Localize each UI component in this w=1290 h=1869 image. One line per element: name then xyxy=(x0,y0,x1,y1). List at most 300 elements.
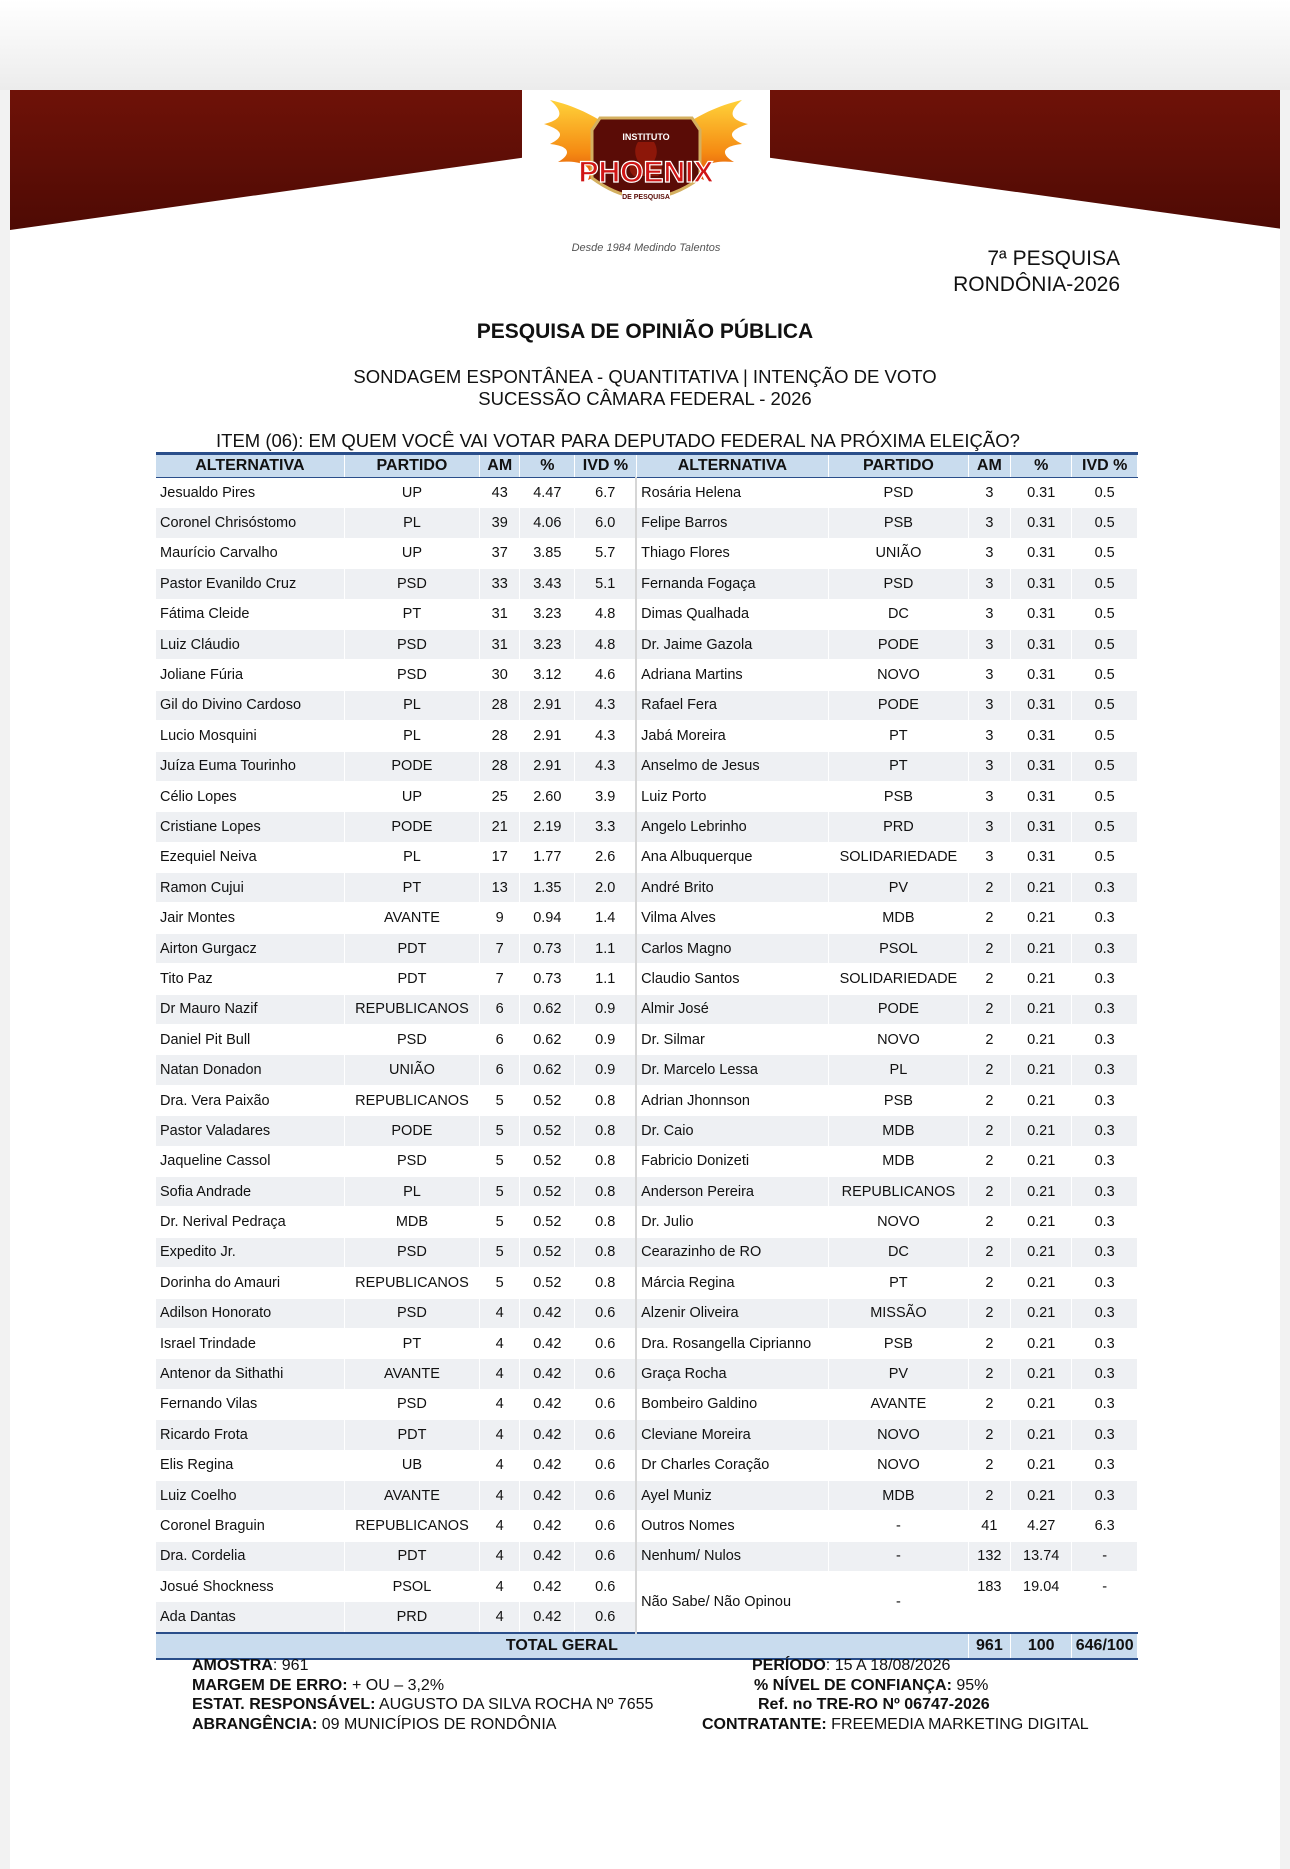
am-count: 5 xyxy=(480,1146,520,1176)
candidate-name: Thiago Flores xyxy=(636,538,828,568)
table-row xyxy=(156,903,1138,933)
ivd-percent: 0.6 xyxy=(575,1511,636,1541)
ivd-percent: 2.0 xyxy=(575,873,636,903)
percent: 0.21 xyxy=(1011,1146,1072,1176)
ivd-percent: 0.6 xyxy=(575,1298,636,1328)
candidate-name: Cristiane Lopes xyxy=(156,812,344,842)
percent: 3.23 xyxy=(520,629,575,659)
percent: 0.31 xyxy=(1011,629,1072,659)
survey-document xyxy=(10,90,1280,1869)
party: PV xyxy=(829,1359,969,1389)
party: MDB xyxy=(829,1480,969,1510)
ivd-percent: 0.3 xyxy=(1072,1359,1138,1389)
total-ivd: 646/100 xyxy=(1072,1633,1138,1659)
ivd-percent: 6.7 xyxy=(575,478,636,508)
ivd-percent: 0.5 xyxy=(1072,660,1138,690)
percent: 0.42 xyxy=(520,1328,575,1358)
party: PSB xyxy=(829,1085,969,1115)
party: UNIÃO xyxy=(344,1055,479,1085)
total-am: 961 xyxy=(968,1633,1010,1659)
percent: 0.21 xyxy=(1011,1480,1072,1510)
percent: 0.52 xyxy=(520,1268,575,1298)
candidate-name: Anselmo de Jesus xyxy=(636,751,828,781)
column-header: % xyxy=(520,454,575,478)
ivd-percent: 0.9 xyxy=(575,994,636,1024)
percent: 0.42 xyxy=(520,1359,575,1389)
percent: 0.52 xyxy=(520,1176,575,1206)
candidate-name: Jaqueline Cassol xyxy=(156,1146,344,1176)
party: PV xyxy=(829,873,969,903)
footer-statistician: ESTAT. RESPONSÁVEL: AUGUSTO DA SILVA ROCHA Nº 7655 xyxy=(192,1696,654,1713)
party: PSD xyxy=(829,478,969,508)
party: PL xyxy=(344,721,479,751)
party: NOVO xyxy=(829,1207,969,1237)
percent: 2.91 xyxy=(520,751,575,781)
am-count: 2 xyxy=(968,1420,1010,1450)
percent: 1.35 xyxy=(520,873,575,903)
party: PODE xyxy=(829,629,969,659)
party: PSD xyxy=(344,1389,479,1419)
ivd-percent: - xyxy=(1072,1572,1138,1602)
percent: 0.62 xyxy=(520,1025,575,1055)
percent: 2.60 xyxy=(520,781,575,811)
am-count: 21 xyxy=(480,812,520,842)
column-header: AM xyxy=(968,454,1010,478)
party: PODE xyxy=(344,1116,479,1146)
am-count: 2 xyxy=(968,1450,1010,1480)
percent: 0.21 xyxy=(1011,1268,1072,1298)
table-row xyxy=(156,1237,1138,1267)
ivd-percent: 0.3 xyxy=(1072,1146,1138,1176)
candidate-name: Sofia Andrade xyxy=(156,1176,344,1206)
table-row xyxy=(156,781,1138,811)
party: PT xyxy=(829,1268,969,1298)
ivd-percent: 0.5 xyxy=(1072,538,1138,568)
ivd-percent: 3.9 xyxy=(575,781,636,811)
percent: 0.21 xyxy=(1011,903,1072,933)
candidate-name: Ada Dantas xyxy=(156,1602,344,1633)
table-row xyxy=(156,569,1138,599)
party: NOVO xyxy=(829,1420,969,1450)
percent: 0.31 xyxy=(1011,751,1072,781)
candidate-name: Daniel Pit Bull xyxy=(156,1025,344,1055)
column-header: PARTIDO xyxy=(344,454,479,478)
am-count: 39 xyxy=(480,508,520,538)
am-count: 31 xyxy=(480,629,520,659)
ivd-percent: 0.5 xyxy=(1072,599,1138,629)
percent: 0.42 xyxy=(520,1511,575,1541)
am-count: 3 xyxy=(968,660,1010,690)
am-count: 9 xyxy=(480,903,520,933)
subtitle-line-1: SONDAGEM ESPONTÂNEA - QUANTITATIVA | INTENÇÃO DE VOTO xyxy=(353,366,937,387)
ivd-percent: 1.1 xyxy=(575,933,636,963)
ivd-percent: 0.3 xyxy=(1072,1298,1138,1328)
footer-confidence: % NÍVEL DE CONFIANÇA: 95% xyxy=(754,1676,989,1694)
party: PSB xyxy=(829,1328,969,1358)
ivd-percent: 0.3 xyxy=(1072,1176,1138,1206)
percent: 0.21 xyxy=(1011,1450,1072,1480)
ivd-percent: 0.8 xyxy=(575,1085,636,1115)
ivd-percent: 0.3 xyxy=(1072,1420,1138,1450)
percent: 0.31 xyxy=(1011,812,1072,842)
percent: 0.42 xyxy=(520,1480,575,1510)
table-row xyxy=(156,1359,1138,1389)
ivd-percent: 0.6 xyxy=(575,1480,636,1510)
table-row xyxy=(156,1207,1138,1237)
am-count: 4 xyxy=(480,1572,520,1602)
percent: 0.52 xyxy=(520,1146,575,1176)
am-count: 5 xyxy=(480,1268,520,1298)
party: PT xyxy=(344,1328,479,1358)
ivd-percent: 3.3 xyxy=(575,812,636,842)
candidate-name: Anderson Pereira xyxy=(636,1176,828,1206)
party: PRD xyxy=(829,812,969,842)
ivd-percent: 0.8 xyxy=(575,1116,636,1146)
am-count: 28 xyxy=(480,751,520,781)
party: UP xyxy=(344,478,479,508)
am-count: 2 xyxy=(968,1207,1010,1237)
am-count: 2 xyxy=(968,933,1010,963)
am-count: 2 xyxy=(968,1389,1010,1419)
candidate-name: Felipe Barros xyxy=(636,508,828,538)
party: PL xyxy=(344,690,479,720)
candidate-name: Ana Albuquerque xyxy=(636,842,828,872)
party: PSB xyxy=(829,781,969,811)
candidate-name: Vilma Alves xyxy=(636,903,828,933)
percent: 3.23 xyxy=(520,599,575,629)
party: AVANTE xyxy=(344,903,479,933)
survey-number: 7ª PESQUISA xyxy=(987,247,1120,270)
party: PDT xyxy=(344,933,479,963)
ivd-percent: 0.8 xyxy=(575,1268,636,1298)
party: UP xyxy=(344,781,479,811)
ivd-percent: 0.5 xyxy=(1072,842,1138,872)
ivd-percent: 6.0 xyxy=(575,508,636,538)
am-count: 3 xyxy=(968,751,1010,781)
percent: 0.42 xyxy=(520,1420,575,1450)
candidate-name: Josué Shockness xyxy=(156,1572,344,1602)
document-subtitle xyxy=(10,366,1280,410)
total-row xyxy=(156,1633,1138,1659)
table-row xyxy=(156,1176,1138,1206)
ivd-percent: 0.5 xyxy=(1072,751,1138,781)
am-count: 6 xyxy=(480,994,520,1024)
table-row xyxy=(156,478,1138,508)
party: AVANTE xyxy=(829,1389,969,1419)
percent: 0.21 xyxy=(1011,1207,1072,1237)
ivd-percent: 1.1 xyxy=(575,964,636,994)
candidate-name: Fabricio Donizeti xyxy=(636,1146,828,1176)
footer-methodology xyxy=(192,1656,653,1734)
table-row xyxy=(156,538,1138,568)
table-row xyxy=(156,873,1138,903)
candidate-name: Carlos Magno xyxy=(636,933,828,963)
percent: 0.21 xyxy=(1011,1328,1072,1358)
candidate-name: Luiz Coelho xyxy=(156,1480,344,1510)
party: PDT xyxy=(344,1420,479,1450)
total-label: TOTAL GERAL xyxy=(156,1633,968,1659)
party: NOVO xyxy=(829,1450,969,1480)
column-header: PARTIDO xyxy=(829,454,969,478)
am-count: 3 xyxy=(968,538,1010,568)
survey-region: RONDÔNIA-2026 xyxy=(953,273,1120,296)
ivd-percent: 0.6 xyxy=(575,1602,636,1633)
am-count: 2 xyxy=(968,1055,1010,1085)
candidate-name: Fernanda Fogaça xyxy=(636,569,828,599)
am-count: 7 xyxy=(480,933,520,963)
percent: 0.62 xyxy=(520,1055,575,1085)
empty-cell xyxy=(968,1602,1010,1633)
party: REPUBLICANOS xyxy=(344,994,479,1024)
party: AVANTE xyxy=(344,1480,479,1510)
candidate-name: Claudio Santos xyxy=(636,964,828,994)
candidate-name: Ezequiel Neiva xyxy=(156,842,344,872)
party: PT xyxy=(829,751,969,781)
candidate-name: Maurício Carvalho xyxy=(156,538,344,568)
percent: 0.42 xyxy=(520,1572,575,1602)
ivd-percent: 0.6 xyxy=(575,1328,636,1358)
am-count: 28 xyxy=(480,721,520,751)
ivd-percent: 0.5 xyxy=(1072,508,1138,538)
ivd-percent: 0.3 xyxy=(1072,1116,1138,1146)
percent: 0.42 xyxy=(520,1541,575,1571)
candidate-name: Tito Paz xyxy=(156,964,344,994)
percent: 0.52 xyxy=(520,1085,575,1115)
party: DC xyxy=(829,599,969,629)
party: PL xyxy=(829,1055,969,1085)
percent: 0.21 xyxy=(1011,1025,1072,1055)
table-row xyxy=(156,629,1138,659)
ivd-percent: - xyxy=(1072,1541,1138,1571)
am-count: 4 xyxy=(480,1450,520,1480)
party: PODE xyxy=(829,690,969,720)
candidate-name: Márcia Regina xyxy=(636,1268,828,1298)
screenshot-top-margin xyxy=(0,0,1290,90)
am-count: 2 xyxy=(968,1268,1010,1298)
am-count: 2 xyxy=(968,1328,1010,1358)
party: - xyxy=(829,1572,969,1633)
am-count: 31 xyxy=(480,599,520,629)
logo-top-text: INSTITUTO xyxy=(622,132,670,142)
am-count: 2 xyxy=(968,903,1010,933)
percent: 0.31 xyxy=(1011,508,1072,538)
percent: 0.21 xyxy=(1011,1359,1072,1389)
percent: 0.31 xyxy=(1011,599,1072,629)
candidate-name: Adilson Honorato xyxy=(156,1298,344,1328)
candidate-name: Jesualdo Pires xyxy=(156,478,344,508)
percent: 3.43 xyxy=(520,569,575,599)
percent: 0.31 xyxy=(1011,478,1072,508)
phoenix-logo-icon xyxy=(522,90,770,240)
ivd-percent: 5.7 xyxy=(575,538,636,568)
percent: 1.77 xyxy=(520,842,575,872)
am-count: 4 xyxy=(480,1420,520,1450)
percent: 19.04 xyxy=(1011,1572,1072,1602)
results-table xyxy=(156,452,1138,1660)
candidate-name: Dra. Rosangella Ciprianno xyxy=(636,1328,828,1358)
am-count: 4 xyxy=(480,1359,520,1389)
table-row xyxy=(156,690,1138,720)
am-count: 5 xyxy=(480,1085,520,1115)
ivd-percent: 0.3 xyxy=(1072,873,1138,903)
institute-logo xyxy=(522,90,770,260)
am-count: 3 xyxy=(968,629,1010,659)
candidate-name: Almir José xyxy=(636,994,828,1024)
percent: 0.42 xyxy=(520,1450,575,1480)
document-title: PESQUISA DE OPINIÃO PÚBLICA xyxy=(476,320,814,343)
am-count: 2 xyxy=(968,1146,1010,1176)
percent: 0.73 xyxy=(520,964,575,994)
percent: 0.42 xyxy=(520,1389,575,1419)
ivd-percent: 1.4 xyxy=(575,903,636,933)
ivd-percent: 0.9 xyxy=(575,1025,636,1055)
percent: 0.21 xyxy=(1011,1085,1072,1115)
am-count: 2 xyxy=(968,1298,1010,1328)
table-row xyxy=(156,812,1138,842)
party: - xyxy=(829,1541,969,1571)
ivd-percent: 0.3 xyxy=(1072,1207,1138,1237)
percent: 0.94 xyxy=(520,903,575,933)
percent: 0.21 xyxy=(1011,1237,1072,1267)
table-row xyxy=(156,721,1138,751)
party: PSD xyxy=(344,629,479,659)
percent: 4.27 xyxy=(1011,1511,1072,1541)
candidate-name: Dr Mauro Nazif xyxy=(156,994,344,1024)
candidate-name: André Brito xyxy=(636,873,828,903)
party: MISSÃO xyxy=(829,1298,969,1328)
ivd-percent: 0.3 xyxy=(1072,903,1138,933)
ivd-percent: 0.6 xyxy=(575,1541,636,1571)
column-header: ALTERNATIVA xyxy=(636,454,828,478)
table-row xyxy=(156,1389,1138,1419)
am-count: 17 xyxy=(480,842,520,872)
column-header: % xyxy=(1011,454,1072,478)
candidate-name: Nenhum/ Nulos xyxy=(636,1541,828,1571)
party: REPUBLICANOS xyxy=(829,1176,969,1206)
party: REPUBLICANOS xyxy=(344,1268,479,1298)
table-header-row xyxy=(156,454,1138,478)
percent: 0.62 xyxy=(520,994,575,1024)
party: NOVO xyxy=(829,1025,969,1055)
footer-sample: AMOSTRA: 961 xyxy=(192,1657,309,1674)
percent: 0.21 xyxy=(1011,964,1072,994)
candidate-name: Ayel Muniz xyxy=(636,1480,828,1510)
candidate-name: Dr Charles Coração xyxy=(636,1450,828,1480)
percent: 0.31 xyxy=(1011,569,1072,599)
candidate-name: Dra. Cordelia xyxy=(156,1541,344,1571)
candidate-name: Célio Lopes xyxy=(156,781,344,811)
candidate-name: Bombeiro Galdino xyxy=(636,1389,828,1419)
candidate-name: Angelo Lebrinho xyxy=(636,812,828,842)
candidate-name: Dr. Nerival Pedraça xyxy=(156,1207,344,1237)
am-count: 2 xyxy=(968,964,1010,994)
candidate-name: Dr. Marcelo Lessa xyxy=(636,1055,828,1085)
party: PODE xyxy=(344,751,479,781)
party: PSOL xyxy=(829,933,969,963)
percent: 0.52 xyxy=(520,1237,575,1267)
am-count: 2 xyxy=(968,1025,1010,1055)
am-count: 28 xyxy=(480,690,520,720)
ivd-percent: 0.3 xyxy=(1072,1025,1138,1055)
party: PSB xyxy=(829,508,969,538)
percent: 0.21 xyxy=(1011,1389,1072,1419)
ivd-percent: 4.8 xyxy=(575,599,636,629)
am-count: 3 xyxy=(968,781,1010,811)
candidate-name: Dr. Jaime Gazola xyxy=(636,629,828,659)
footer-tre-reference: Ref. no TRE-RO Nº 06747-2026 xyxy=(758,1696,990,1713)
am-count: 2 xyxy=(968,1480,1010,1510)
table-row xyxy=(156,1055,1138,1085)
candidate-name: Coronel Braguin xyxy=(156,1511,344,1541)
candidate-name: Dimas Qualhada xyxy=(636,599,828,629)
ivd-percent: 0.3 xyxy=(1072,1237,1138,1267)
candidate-name: Coronel Chrisóstomo xyxy=(156,508,344,538)
ivd-percent: 0.3 xyxy=(1072,933,1138,963)
percent: 0.31 xyxy=(1011,660,1072,690)
am-count: 3 xyxy=(968,842,1010,872)
candidate-name: Dr. Silmar xyxy=(636,1025,828,1055)
candidate-name: Alzenir Oliveira xyxy=(636,1298,828,1328)
footer-contractor: CONTRATANTE: FREEMEDIA MARKETING DIGITAL xyxy=(702,1715,1089,1733)
ivd-percent: 0.5 xyxy=(1072,690,1138,720)
am-count: 3 xyxy=(968,569,1010,599)
empty-cell xyxy=(1011,1602,1072,1633)
table-row xyxy=(156,1116,1138,1146)
percent: 0.21 xyxy=(1011,1420,1072,1450)
am-count: 33 xyxy=(480,569,520,599)
ivd-percent: 0.8 xyxy=(575,1146,636,1176)
party: DC xyxy=(829,1237,969,1267)
party: PODE xyxy=(829,994,969,1024)
candidate-name: Rosária Helena xyxy=(636,478,828,508)
candidate-name: Outros Nomes xyxy=(636,1511,828,1541)
ivd-percent: 0.3 xyxy=(1072,1085,1138,1115)
party: AVANTE xyxy=(344,1359,479,1389)
candidate-name: Rafael Fera xyxy=(636,690,828,720)
candidate-name: Fernando Vilas xyxy=(156,1389,344,1419)
candidate-name: Lucio Mosquini xyxy=(156,721,344,751)
total-percent: 100 xyxy=(1011,1633,1072,1659)
party: MDB xyxy=(829,903,969,933)
table-row xyxy=(156,994,1138,1024)
percent: 0.52 xyxy=(520,1116,575,1146)
candidate-name: Pastor Evanildo Cruz xyxy=(156,569,344,599)
ivd-percent: 4.3 xyxy=(575,690,636,720)
ivd-percent: 0.3 xyxy=(1072,1480,1138,1510)
candidate-name: Jabá Moreira xyxy=(636,721,828,751)
percent: 0.21 xyxy=(1011,1298,1072,1328)
am-count: 25 xyxy=(480,781,520,811)
am-count: 41 xyxy=(968,1511,1010,1541)
party: SOLIDARIEDADE xyxy=(829,842,969,872)
header-band-right xyxy=(766,90,1280,230)
candidate-name: Dorinha do Amauri xyxy=(156,1268,344,1298)
am-count: 2 xyxy=(968,1176,1010,1206)
candidate-name: Luiz Cláudio xyxy=(156,629,344,659)
candidate-name: Airton Gurgacz xyxy=(156,933,344,963)
party: MDB xyxy=(829,1146,969,1176)
party: PT xyxy=(829,721,969,751)
candidate-name: Israel Trindade xyxy=(156,1328,344,1358)
ivd-percent: 0.8 xyxy=(575,1207,636,1237)
table-row xyxy=(156,751,1138,781)
party: PSD xyxy=(344,1298,479,1328)
party: UP xyxy=(344,538,479,568)
ivd-percent: 0.3 xyxy=(1072,1055,1138,1085)
am-count: 3 xyxy=(968,690,1010,720)
party: SOLIDARIEDADE xyxy=(829,964,969,994)
am-count: 30 xyxy=(480,660,520,690)
